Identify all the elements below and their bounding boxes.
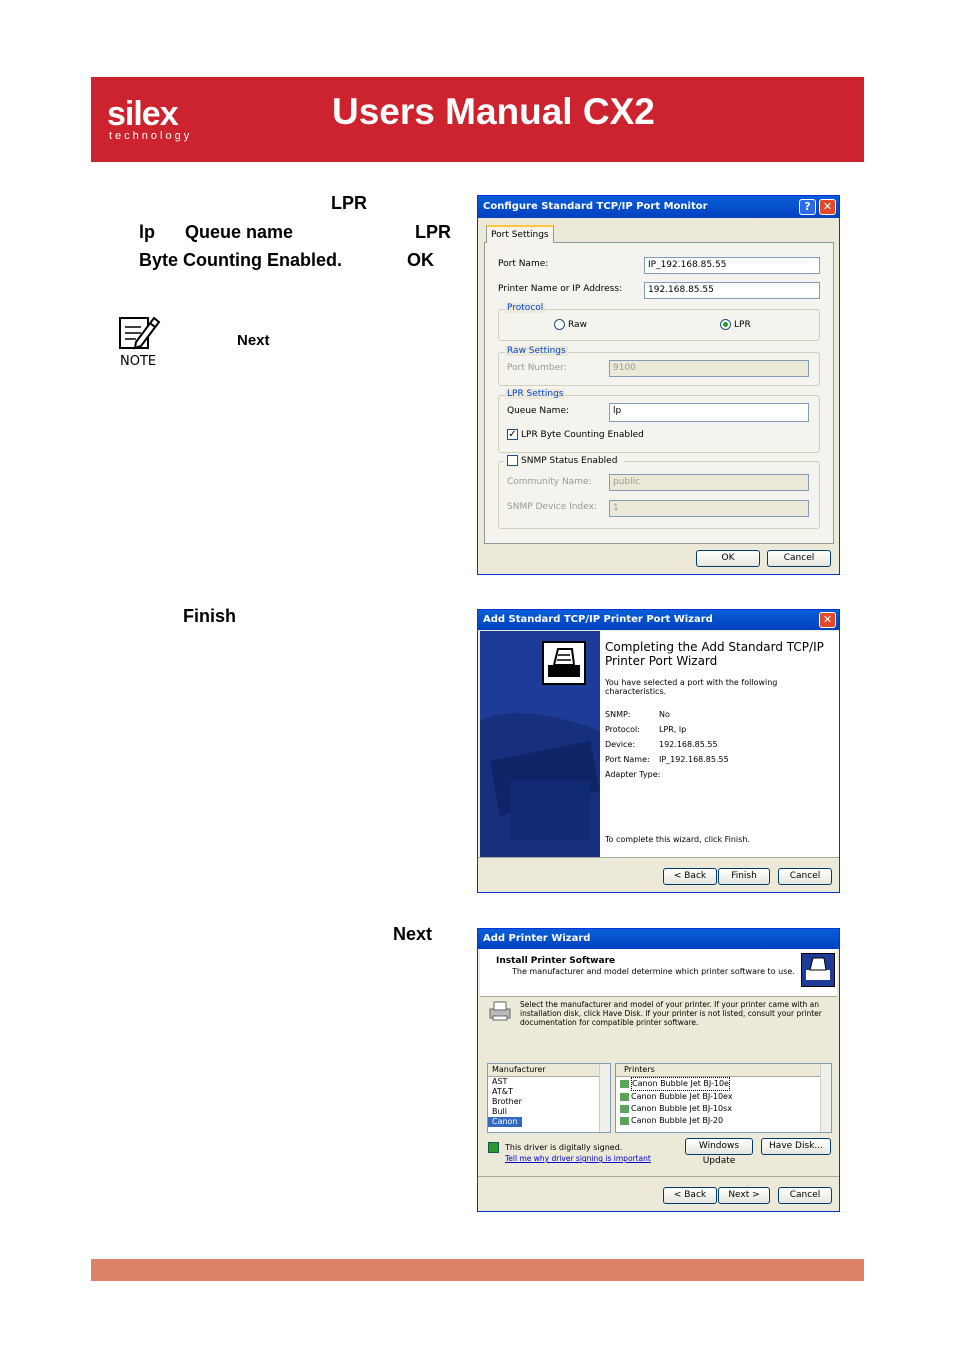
summary-key: SNMP:	[605, 710, 631, 719]
text-ok: OK	[407, 250, 434, 270]
community-label: Community Name:	[507, 477, 592, 487]
wizard-title: Add Standard TCP/IP Printer Port Wizard	[483, 614, 713, 625]
apw-back-button[interactable]: < Back	[663, 1187, 717, 1204]
port-wizard-dialog	[477, 609, 840, 893]
summary-value: 192.168.85.55	[659, 740, 718, 749]
wizard-printer-icon	[542, 641, 586, 685]
summary-key: Protocol:	[605, 725, 640, 734]
raw-radio[interactable]	[554, 319, 565, 330]
printer-item-label: Canon Bubble Jet BJ-10sx	[631, 1104, 732, 1113]
manufacturer-items	[488, 1077, 610, 1127]
apw-instructions: Select the manufacturer and model of your printer. If your printer came with an installation disk, click Have Disk. If your printer is not listed, consult your printer documentation for compatible printer software.	[520, 1000, 822, 1027]
printer-item[interactable]	[616, 1103, 831, 1115]
text-queue-name: Queue name	[185, 222, 294, 242]
snmp-label: SNMP Status Enabled	[521, 456, 618, 466]
manufacturer-scrollbar[interactable]	[599, 1064, 610, 1132]
queue-name-field[interactable]: lp	[609, 403, 809, 422]
tab-label: Port Settings	[491, 230, 549, 240]
text-byte-counting: Byte Counting Enabled.	[139, 250, 343, 270]
wizard-titlebar	[478, 610, 839, 630]
lpr-radio-label: LPR	[734, 320, 751, 330]
text-lpr-2: LPR	[415, 222, 451, 242]
port-name-field[interactable]: IP_192.168.85.55	[644, 257, 820, 274]
dialog-titlebar	[478, 196, 839, 218]
silex-logo: silex	[107, 95, 178, 133]
raw-settings-title: Raw Settings	[507, 346, 566, 356]
summary-key: Port Name:	[605, 755, 650, 764]
tab-port-settings[interactable]	[486, 225, 554, 243]
wizard-close-button[interactable]: ✕	[819, 612, 836, 628]
apw-heading: Install Printer Software	[496, 956, 616, 966]
printer-name-field[interactable]: 192.168.85.55	[644, 282, 820, 299]
close-button[interactable]: ✕	[819, 199, 836, 215]
summary-value: IP_192.168.85.55	[659, 755, 729, 764]
dialog-title: Configure Standard TCP/IP Port Monitor	[483, 201, 708, 212]
note-icon	[116, 312, 162, 370]
wizard-cancel-button[interactable]: Cancel	[778, 868, 832, 885]
signing-link[interactable]: Tell me why driver signing is important	[505, 1154, 651, 1163]
lpr-settings-title: LPR Settings	[507, 389, 564, 399]
manufacturer-item[interactable]: Brother	[492, 1097, 522, 1106]
device-index-field[interactable]: 1	[609, 500, 809, 517]
add-printer-dialog	[477, 928, 840, 1212]
printers-header[interactable]: Printers	[616, 1064, 831, 1077]
manufacturer-item[interactable]: Canon	[488, 1117, 522, 1127]
summary-value: LPR, lp	[659, 725, 687, 734]
raw-label: Raw	[568, 320, 587, 330]
logo-subtitle: technology	[109, 130, 193, 142]
printer-item-label: Canon Bubble Jet BJ-10ex	[631, 1092, 733, 1101]
text-next-2: Next	[393, 924, 433, 944]
manufacturer-list[interactable]	[487, 1063, 611, 1133]
driver-icon	[620, 1093, 629, 1101]
snmp-checkbox[interactable]	[507, 455, 518, 466]
footer-bar	[91, 1259, 864, 1281]
printer-items	[616, 1077, 831, 1127]
port-number-label: Port Number:	[507, 363, 567, 373]
port-number-field[interactable]: 9100	[609, 360, 809, 377]
apw-next-button[interactable]: Next >	[718, 1187, 770, 1204]
lpr-radio[interactable]	[720, 319, 731, 330]
back-button[interactable]: < Back	[663, 868, 717, 885]
printers-list[interactable]	[615, 1063, 832, 1133]
printer-item[interactable]	[616, 1115, 831, 1127]
signed-icon	[488, 1142, 499, 1153]
apw-cancel-button[interactable]: Cancel	[778, 1187, 832, 1204]
help-button[interactable]: ?	[799, 199, 816, 215]
printer-item[interactable]	[616, 1077, 831, 1091]
queue-name-label: Queue Name:	[507, 406, 570, 416]
text-next: Next	[237, 332, 270, 349]
snmp-group	[498, 461, 820, 529]
text-lp: lp	[139, 222, 155, 242]
wizard-heading: Completing the Add Standard TCP/IP Printer Port Wizard	[605, 640, 824, 668]
manufacturer-item[interactable]: Bull	[492, 1107, 508, 1116]
summary-key: Adapter Type:	[605, 770, 661, 779]
apw-subheading: The manufacturer and model determine which printer software to use.	[512, 967, 795, 976]
ok-button[interactable]: OK	[696, 550, 760, 567]
printers-scrollbar[interactable]	[820, 1064, 831, 1132]
manufacturer-header[interactable]: Manufacturer	[488, 1064, 610, 1077]
apw-titlebar	[478, 929, 839, 949]
wizard-banner	[480, 631, 600, 857]
apw-title: Add Printer Wizard	[483, 933, 591, 944]
manufacturer-item[interactable]: AST	[492, 1077, 508, 1086]
page-title: Users Manual CX2	[332, 91, 655, 132]
port-monitor-dialog	[477, 195, 840, 575]
community-field[interactable]: public	[609, 474, 809, 491]
byte-counting-checkbox[interactable]: ✓	[508, 429, 517, 440]
manufacturer-item[interactable]: AT&T	[492, 1087, 513, 1096]
device-index-label: SNMP Device Index:	[507, 502, 597, 512]
byte-counting-label: LPR Byte Counting Enabled	[521, 430, 644, 440]
signed-text: This driver is digitally signed.	[505, 1143, 623, 1152]
driver-icon	[620, 1080, 629, 1088]
port-name-label: Port Name:	[498, 259, 549, 269]
printer-item-label: Canon Bubble Jet BJ-10e	[631, 1077, 730, 1091]
note-label: NOTE	[120, 354, 157, 369]
protocol-group-title: Protocol	[507, 303, 544, 313]
finish-button[interactable]: Finish	[718, 868, 770, 885]
complete-text: To complete this wizard, click Finish.	[605, 835, 750, 844]
text-finish: Finish	[183, 606, 236, 626]
text-lpr: LPR	[331, 193, 367, 213]
apw-divider	[478, 1176, 840, 1177]
apw-printer-icon	[801, 953, 835, 987]
page-header	[91, 77, 864, 162]
driver-icon	[620, 1117, 629, 1125]
wizard-intro: You have selected a port with the following characteristics.	[605, 678, 778, 696]
cancel-button[interactable]: Cancel	[767, 550, 831, 567]
have-disk-button[interactable]: Have Disk...	[761, 1138, 831, 1155]
windows-update-button[interactable]: Windows Update	[685, 1138, 753, 1155]
printer-item[interactable]	[616, 1091, 831, 1103]
wizard-divider	[478, 857, 840, 858]
printer-name-label: Printer Name or IP Address:	[498, 284, 623, 294]
printer-item-label: Canon Bubble Jet BJ-20	[631, 1116, 724, 1125]
summary-value: No	[659, 710, 670, 719]
protocol-group	[498, 303, 820, 341]
driver-icon	[620, 1105, 629, 1113]
printer-icon	[488, 999, 512, 1025]
summary-key: Device:	[605, 740, 636, 749]
